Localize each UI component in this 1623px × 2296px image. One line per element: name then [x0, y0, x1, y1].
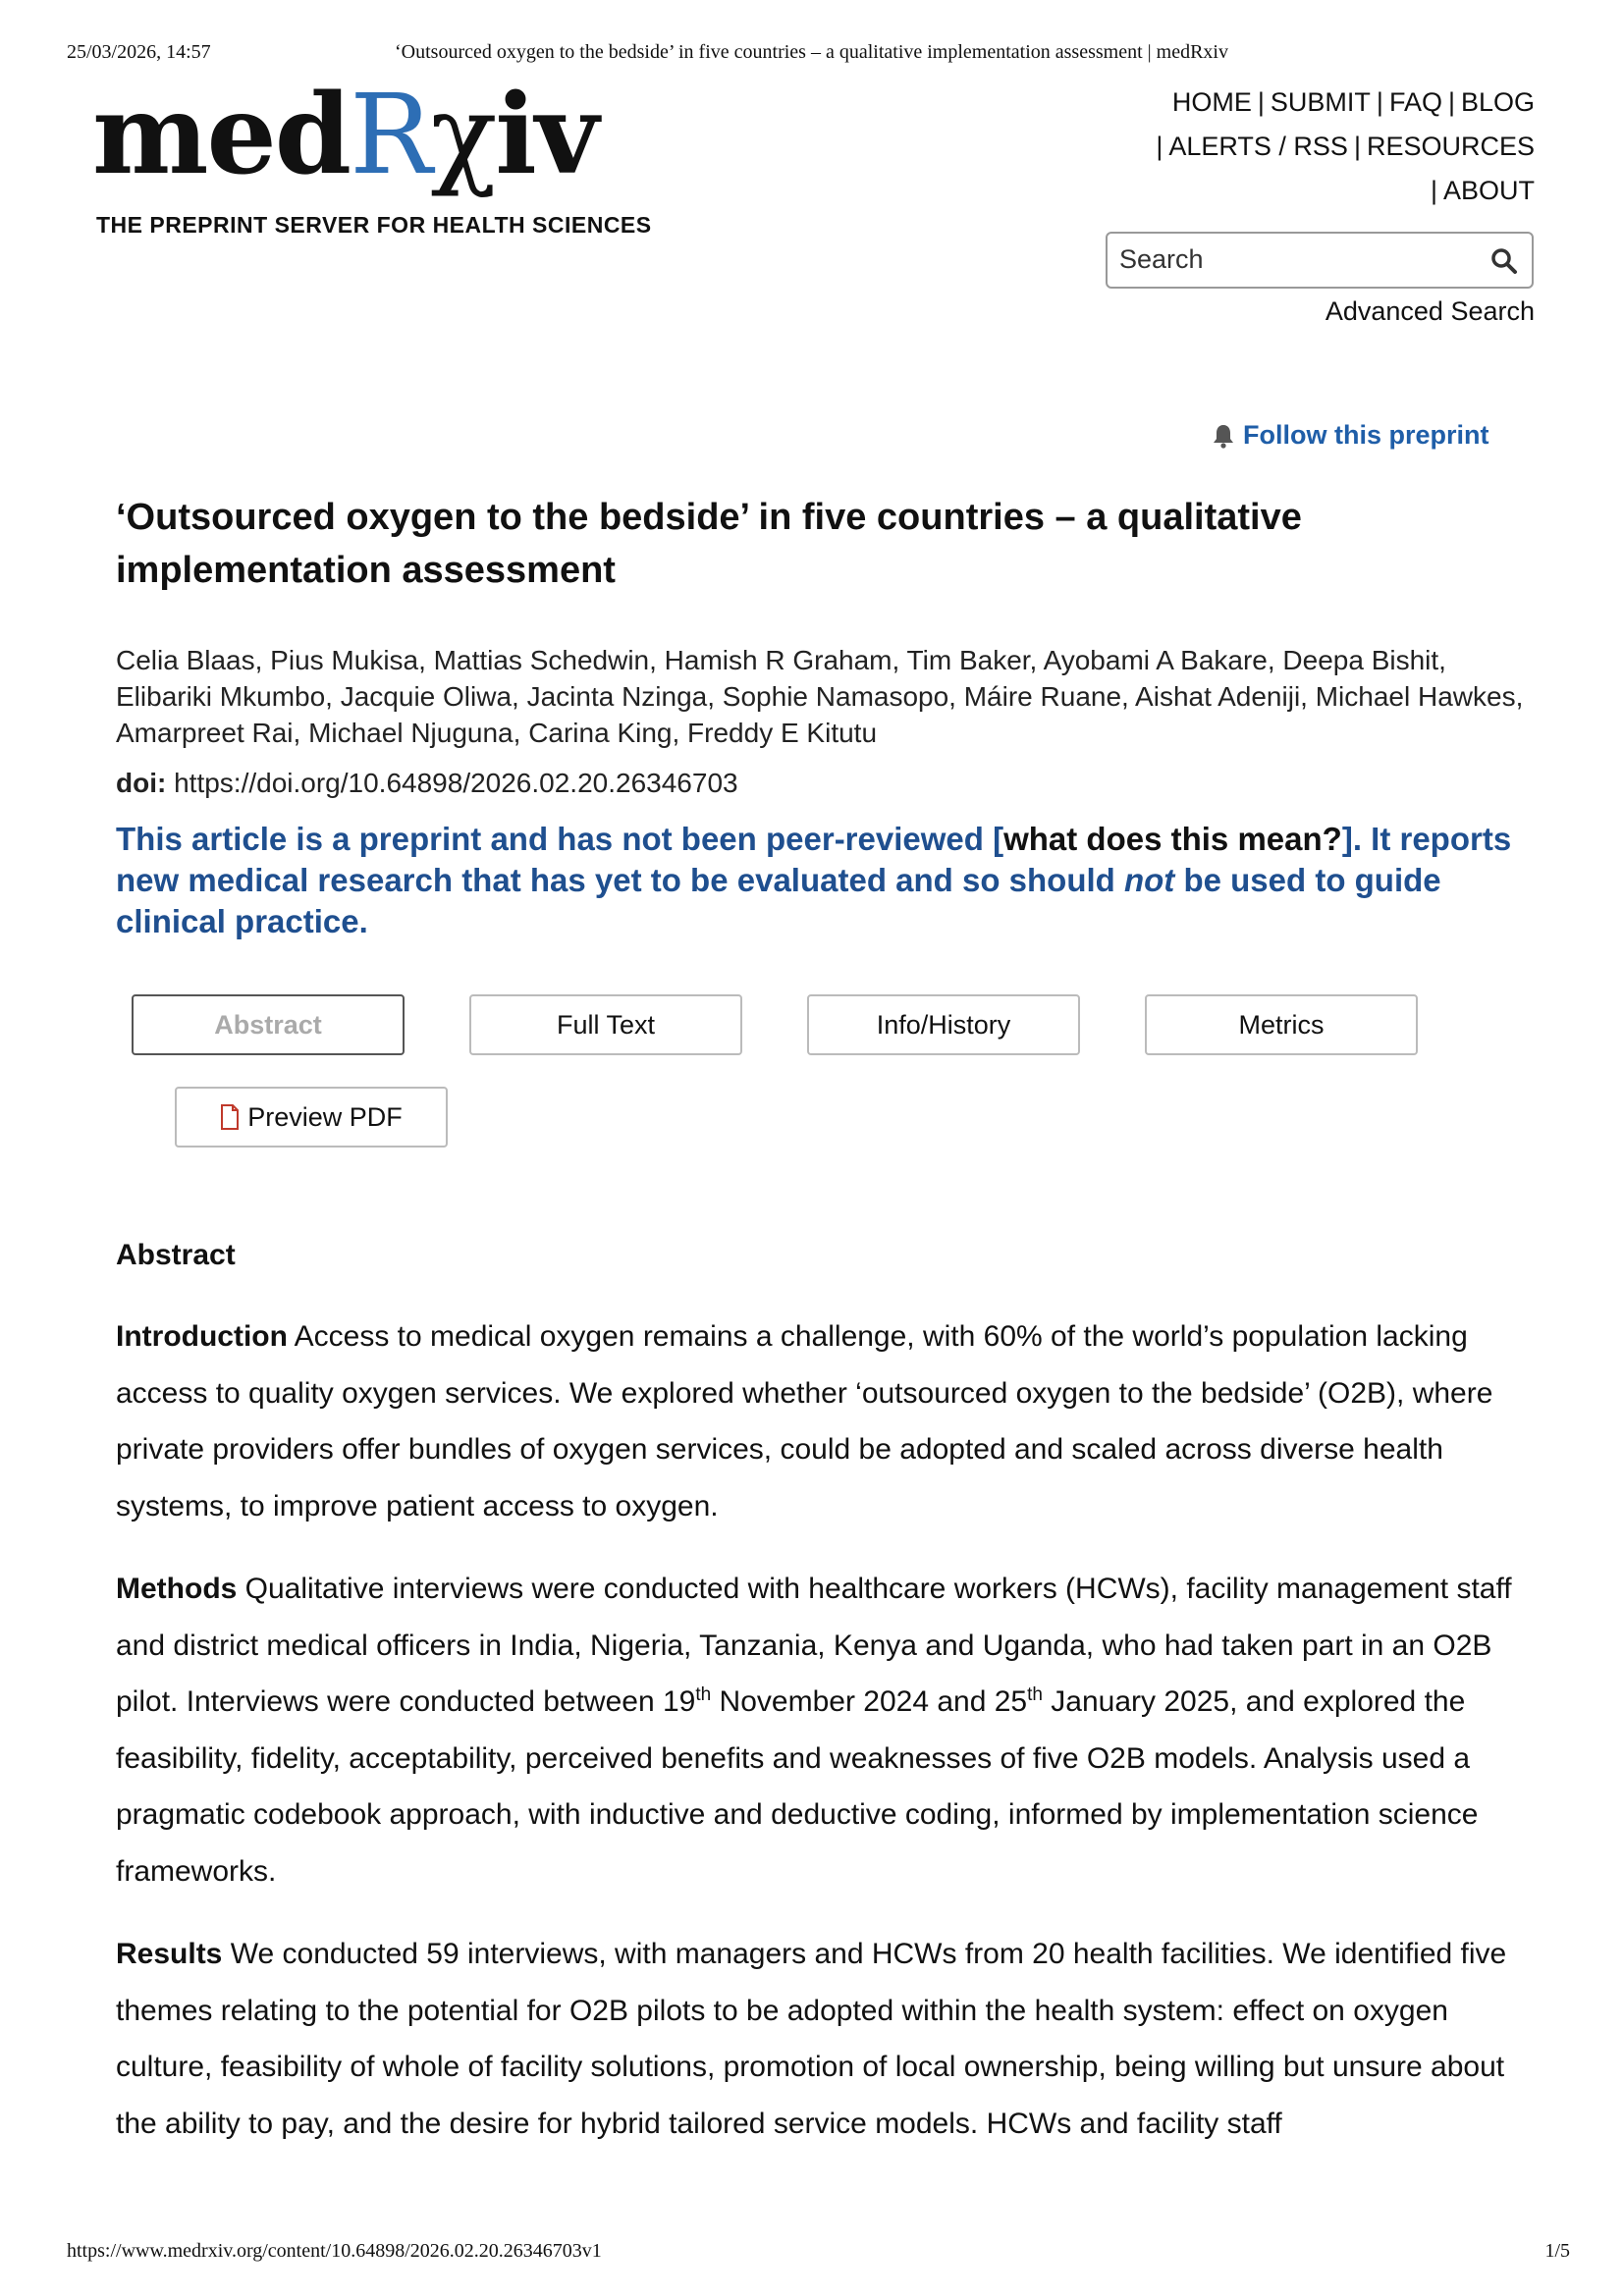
print-page-title: ‘Outsourced oxygen to the bedside’ in five countries – a qualitative implementation assessment | medRxiv	[395, 41, 1228, 63]
nav-separator: |	[1376, 87, 1383, 117]
article-doi	[116, 768, 738, 799]
tab-metrics[interactable]: Metrics	[1145, 994, 1418, 1055]
tab-full-text[interactable]: Full Text	[469, 994, 742, 1055]
nav-separator: |	[1156, 132, 1163, 161]
bell-icon	[1212, 423, 1235, 449]
pdf-file-icon	[220, 1104, 240, 1130]
advanced-search-link[interactable]: Advanced Search	[1325, 296, 1535, 326]
introduction-label: Introduction	[116, 1320, 288, 1353]
results-label: Results	[116, 1938, 223, 1970]
article-title: ‘Outsourced oxygen to the bedside’ in five countries – a qualitative implementation assessment	[116, 497, 1302, 591]
nav-alerts-rss[interactable]: ALERTS / RSS	[1168, 132, 1348, 161]
methods-label: Methods	[116, 1573, 238, 1605]
nav-blog[interactable]: BLOG	[1460, 87, 1535, 117]
nav-home[interactable]: HOME	[1171, 87, 1252, 117]
doi-label: doi:	[116, 768, 167, 798]
nav-separator: |	[1447, 87, 1455, 117]
search-input[interactable]	[1117, 243, 1475, 276]
follow-preprint-button[interactable]	[1212, 420, 1489, 451]
tab-info-history[interactable]: Info/History	[807, 994, 1080, 1055]
nav-submit[interactable]: SUBMIT	[1270, 87, 1371, 117]
print-page-number: 1/5	[1544, 2240, 1570, 2262]
nav-about[interactable]: ABOUT	[1442, 176, 1535, 205]
nav-separator: |	[1257, 87, 1265, 117]
medrxiv-logo[interactable]	[92, 71, 652, 247]
abstract-introduction: Introduction Access to medical oxygen remains a challenge, with 60% of the world’s population lacking access to quality oxygen services. We explored whether ‘outsourced oxygen to the bedside’ (O2B), where private providers offer bundles of oxygen services, could be adopted and scaled across diverse health systems, to improve patient access to oxygen.	[116, 1320, 1493, 1522]
print-header	[0, 41, 1623, 71]
nav-separator: |	[1430, 176, 1437, 205]
abstract-methods: Methods Qualitative interviews were conducted with healthcare workers (HCWs), facility management staff and district medical officers in India, Nigeria, Tanzania, Kenya and Uganda, who had taken part in an O2B pilot. Interviews were conducted between 19th November 2024 and 25th January 2025, and explored the feasibility, fidelity, acceptability, perceived benefits and weaknesses of five O2B models. Analysis used a pragmatic codebook approach, with inductive and deductive coding, informed by implementation science frameworks.	[116, 1573, 1512, 1888]
print-datetime: 25/03/2026, 14:57	[67, 41, 211, 63]
abstract-results: Results We conducted 59 interviews, with managers and HCWs from 20 health facilities. We identified five themes relating to the potential for O2B pilots to be adopted within the health system: effect on oxygen culture, feasibility of whole of facility solutions, promotion of local ownership, being willing but unsure about the ability to pay, and the desire for hybrid tailored service models. HCWs and facility staff	[116, 1938, 1507, 2140]
logo-wordmark: medRχiv	[92, 71, 597, 199]
preview-pdf-button[interactable]	[175, 1087, 448, 1148]
abstract-heading: Abstract	[116, 1239, 236, 1271]
nav-separator: |	[1353, 132, 1361, 161]
preview-pdf-label: Preview PDF	[247, 1101, 403, 1132]
article-authors: Celia Blaas, Pius Mukisa, Mattias Schedwin, Hamish R Graham, Tim Baker, Ayobami A Bakare, Deepa Bishit, Elibariki Mkumbo, Jacquie Oliwa, Jacinta Nzinga, Sophie Namasopo, Máire Ruane, Aishat Adeniji, Michael Hawkes, Amarpreet Rai, Michael Njuguna, Carina King, Freddy E Kitutu	[116, 645, 1524, 748]
follow-preprint-label: Follow this preprint	[1243, 420, 1489, 450]
what-does-this-mean-link[interactable]: what does this mean?	[1003, 821, 1342, 857]
tab-abstract[interactable]: Abstract	[132, 994, 405, 1055]
preprint-notice: This article is a preprint and has not been peer-reviewed [what does this mean?]. It reports new medical research that has yet to be evaluated and so should not be used to guide clinical practice.	[116, 821, 1512, 939]
search-icon[interactable]	[1490, 247, 1518, 275]
logo-tagline: THE PREPRINT SERVER FOR HEALTH SCIENCES	[96, 212, 652, 238]
top-navigation	[1150, 80, 1535, 213]
search-box	[1106, 232, 1534, 289]
print-url: https://www.medrxiv.org/content/10.64898/2026.02.20.26346703v1	[67, 2240, 602, 2262]
nav-faq[interactable]: FAQ	[1388, 87, 1442, 117]
doi-link[interactable]: https://doi.org/10.64898/2026.02.20.26346703	[174, 768, 738, 798]
nav-resources[interactable]: RESOURCES	[1366, 132, 1535, 161]
